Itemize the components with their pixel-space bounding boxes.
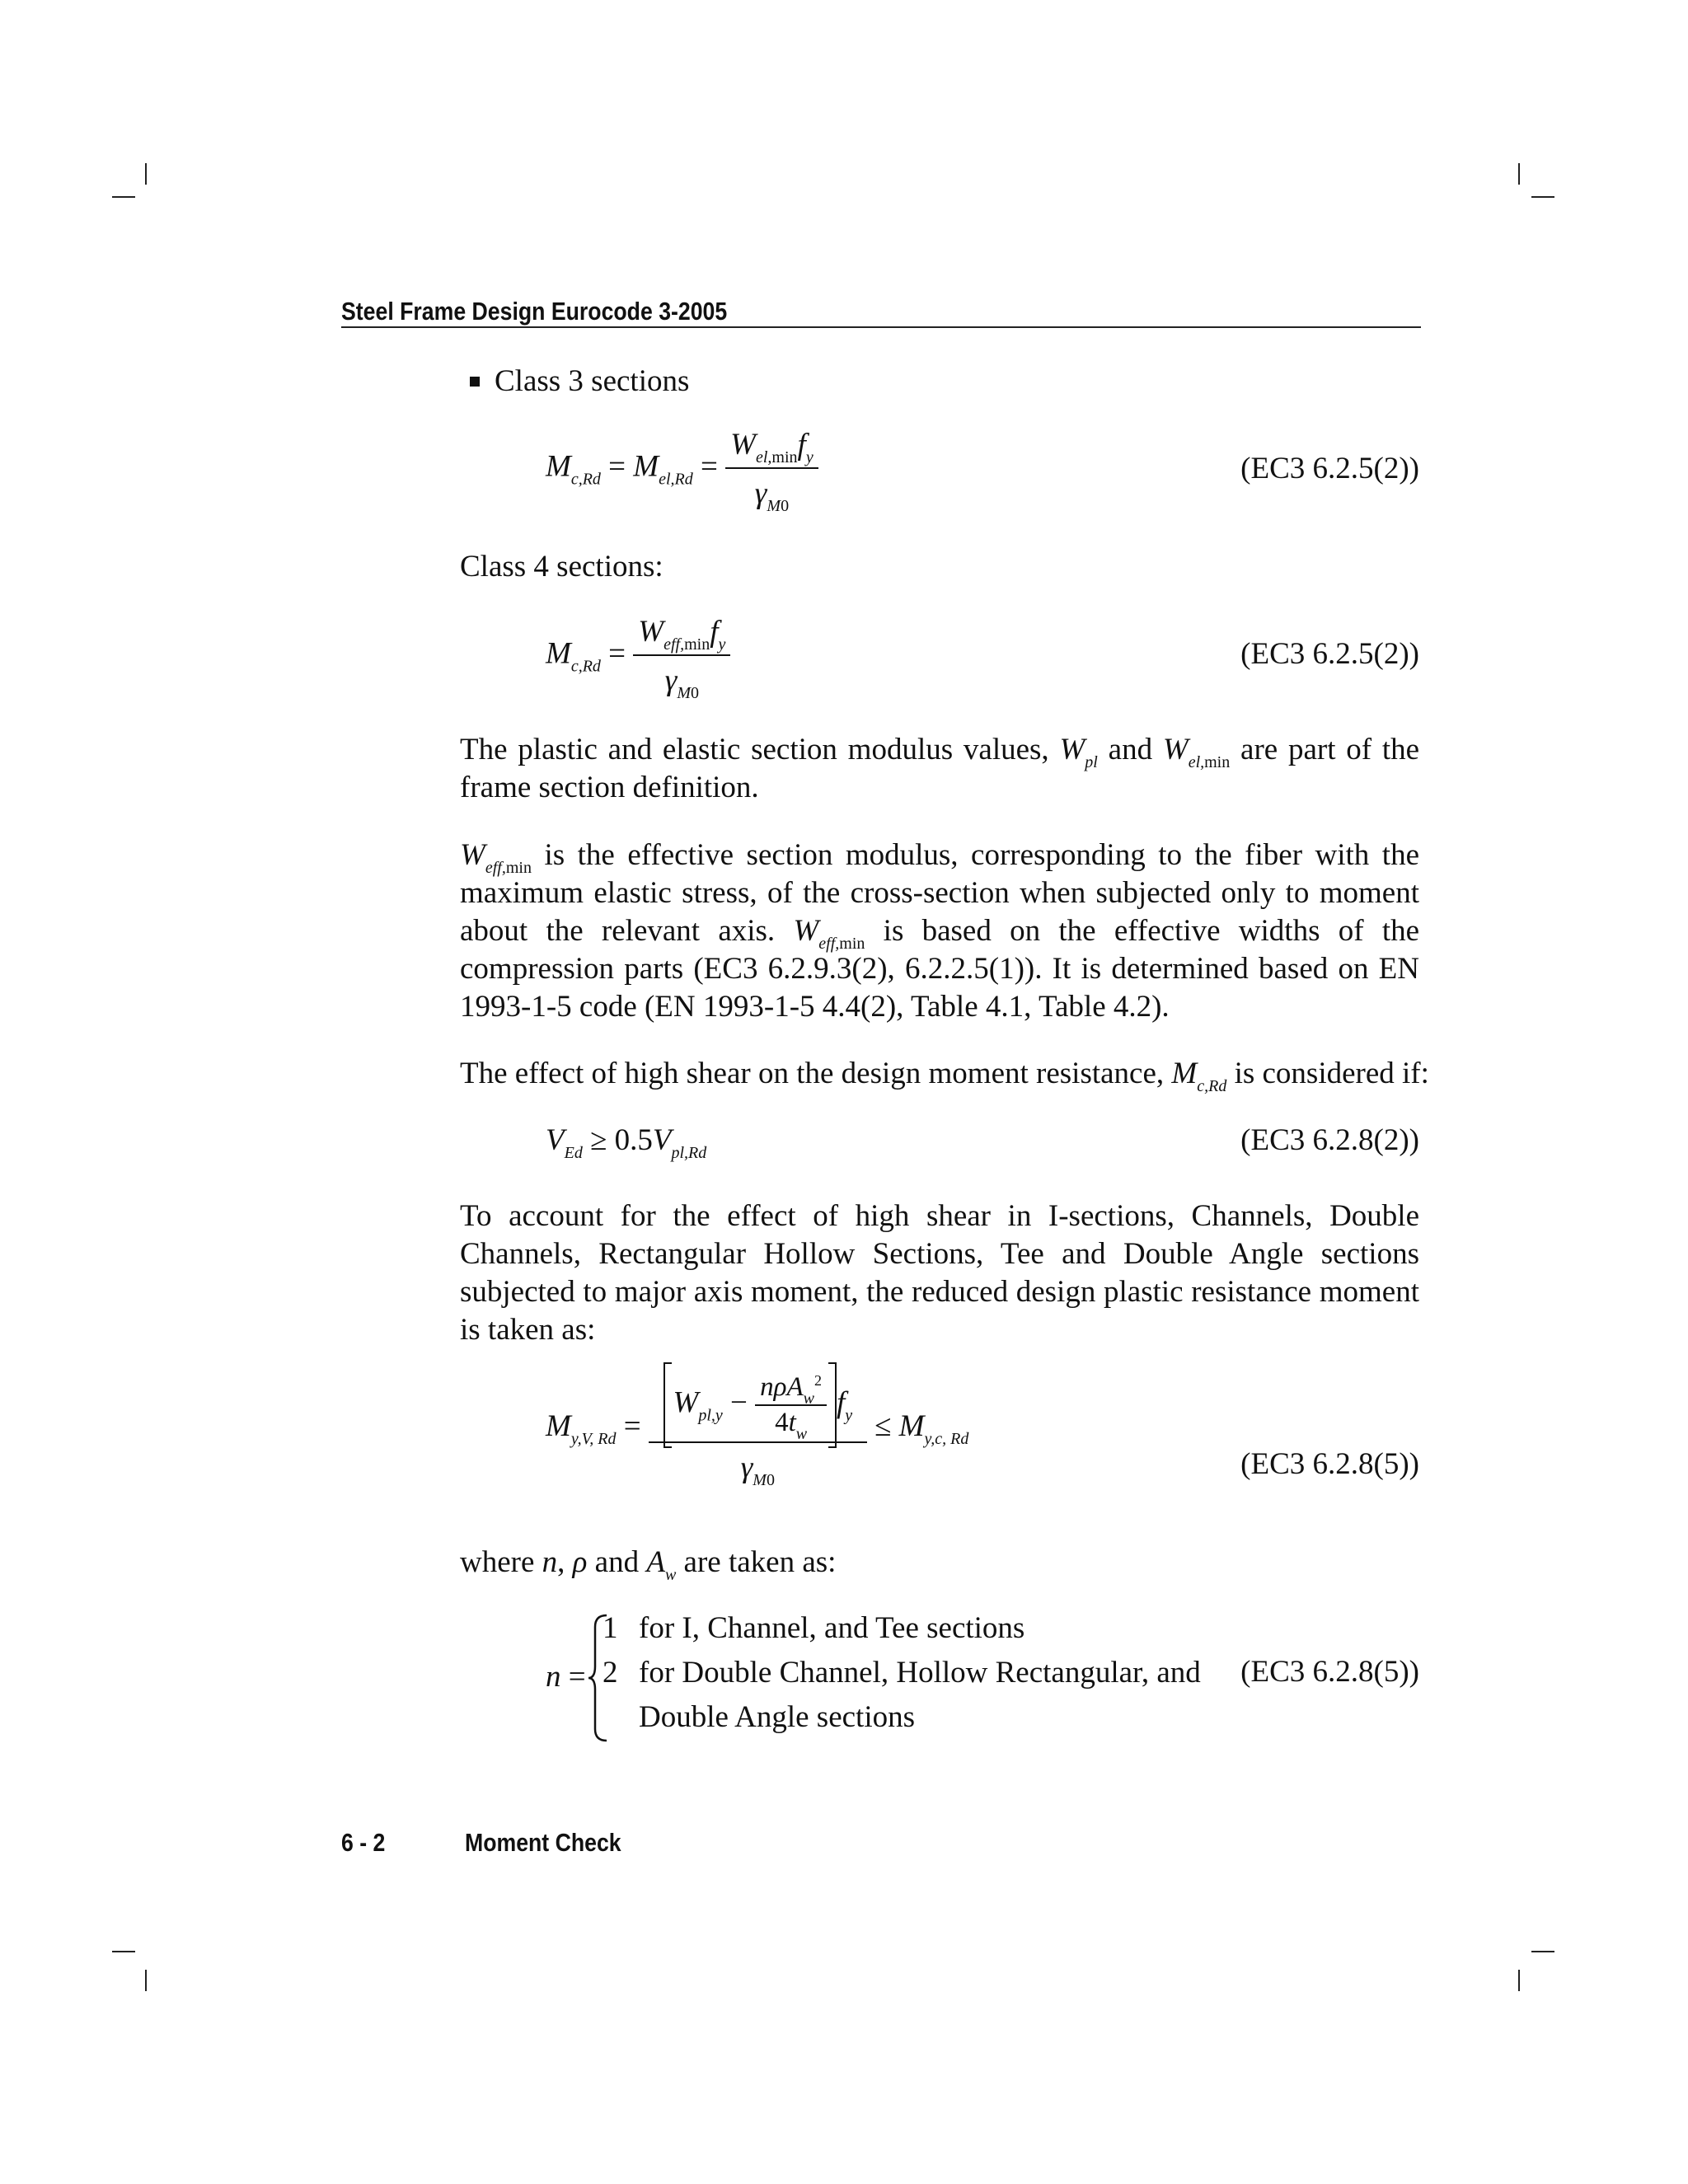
bullet-text: Class 3 sections: [495, 364, 690, 398]
paragraph-effective-modulus: $W_{eff,min}$ is the effective section modulus, corresponding to the fiber with the maximum elastic stress, of the cross-section when subjected only to moment about the relevant axis. $W_{eff,min}$ is based on the effective widths of the compression parts (EC3 6.2.9.3(2), 6.2.2.5(1)). It is determined based on EN 1993-1-5 code (EN 1993-1-5 4.4(2), Table 4.1, Table 4.2).: [460, 838, 1420, 1024]
crop-mark-top-right: [1531, 196, 1554, 198]
equation-class4: $M_{c,Rd}$ = $\frac{W_{eff,min}f_y}{\gamma_{M0}}$: [546, 614, 730, 698]
fraction: $\frac{W_{el,min}f_y}{\gamma_{M0}}$: [725, 427, 818, 511]
case-list: [603, 1610, 1201, 1743]
paragraph-section-modulus: The plastic and elastic section modulus values, $W_{pl}$ and $W_{el,min}$ are part of the frame section definition.: [460, 733, 1420, 804]
case-item: 1 for I, Channel, and Tee sections: [603, 1611, 1025, 1645]
equation-reference: (EC3 6.2.8(5)): [1240, 1655, 1419, 1689]
running-header: Steel Frame Design Eurocode 3-2005: [341, 297, 728, 326]
paragraph-reduced-moment: To account for the effect of high shear in I-sections, Channels, Double Channels, Rectangular Hollow Sections, Tee and Double Angle sections subjected to major axis moment, the reduced design plastic resistance moment is taken as:: [460, 1199, 1419, 1347]
header-rule: [341, 326, 1421, 328]
crop-mark-bottom-left: [145, 1970, 147, 1991]
equation-reference: (EC3 6.2.8(2)): [1240, 1123, 1419, 1157]
fraction: $\frac{W_{eff,min}f_y}{\gamma_{M0}}$: [633, 614, 730, 698]
case-item: 2 for Double Channel, Hollow Rectangular, and: [603, 1656, 1201, 1690]
paragraph-where: where n, ρ and $A_w$ are taken as:: [460, 1545, 837, 1584]
crop-mark-bottom-right: [1531, 1951, 1554, 1952]
equation-reference: (EC3 6.2.5(2)): [1240, 637, 1419, 671]
bullet-square-icon: [470, 377, 480, 387]
page-number: 6 - 2: [341, 1828, 386, 1857]
crop-mark-top-left: [112, 196, 135, 198]
equation-reduced-moment: $M_{y,V, Rd}$ = $W_{pl,y}$ − $\frac{n\rho A_w^2}{4t_w}$ $f_y$ $\gamma_{M0}$ ≤ $M_{y,c, Rd}$: [546, 1372, 968, 1485]
crop-mark-top-right: [1518, 163, 1520, 185]
paragraph-high-shear: The effect of high shear on the design moment resistance, $M_{c,Rd}$ is considered if:: [460, 1057, 1429, 1095]
class4-label: Class 4 sections:: [460, 550, 663, 583]
equation-reference: (EC3 6.2.5(2)): [1240, 452, 1419, 485]
equation-class3: $M_{c,Rd} = M_{el,Rd}$ = $\frac{W_{el,min}f_y}{\gamma_{M0}}$: [546, 427, 818, 511]
fraction: $W_{pl,y}$ − $\frac{n\rho A_w^2}{4t_w}$ $f_y$ $\gamma_{M0}$: [649, 1372, 867, 1485]
case-item: Double Angle sections: [639, 1700, 916, 1734]
equation-shear-condition: $V_{Ed} \ge 0.5V_{pl,Rd}$: [546, 1123, 707, 1162]
bullet-item: [470, 363, 689, 401]
crop-mark-bottom-right: [1518, 1970, 1520, 1991]
crop-mark-top-left: [145, 163, 147, 185]
equation-n-label: n =: [546, 1660, 586, 1694]
crop-mark-bottom-left: [112, 1951, 135, 1952]
equation-reference: (EC3 6.2.8(5)): [1240, 1447, 1419, 1481]
footer-section-title: Moment Check: [465, 1828, 621, 1857]
